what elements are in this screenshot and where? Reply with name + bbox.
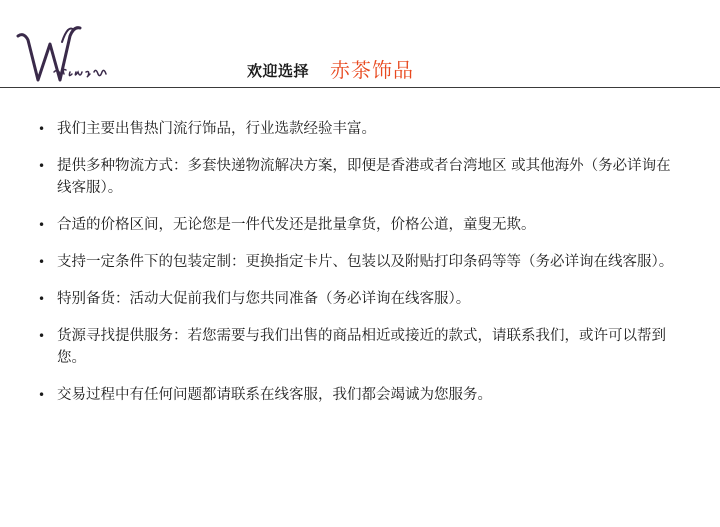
list-item-text: 交易过程中有任何问题都请联系在线客服，我们都会竭诚为您服务。 xyxy=(57,387,492,403)
list-item-text: 特别备货：活动大促前我们与您共同准备（务必详询在线客服）。 xyxy=(57,291,471,307)
list-item xyxy=(0,155,720,199)
welcome-label: 欢迎选择 xyxy=(247,62,310,80)
header-divider xyxy=(0,87,720,88)
header xyxy=(0,0,720,88)
welcome-logo-icon xyxy=(10,22,120,86)
list-item xyxy=(0,214,720,236)
list-item-text: 我们主要出售热门流行饰品，行业选款经验丰富。 xyxy=(57,121,376,137)
list-item xyxy=(0,251,720,273)
list-item-text: 合适的价格区间，无论您是一件代发还是批量拿货，价格公道，童叟无欺。 xyxy=(57,217,536,233)
list-item xyxy=(0,384,720,406)
bullet-icon: • xyxy=(38,255,46,269)
bullet-icon: • xyxy=(38,218,46,232)
list-item-text: 支持一定条件下的包装定制：更换指定卡片、包装以及附贴打印条码等等（务必详询在线客服）。 xyxy=(57,254,674,270)
list-item xyxy=(0,118,720,140)
list-item-text: 货源寻找提供服务：若您需要与我们出售的商品相近或接近的款式，请联系我们，或许可以帮到您。 xyxy=(57,328,666,366)
list-item xyxy=(0,288,720,310)
bullet-icon: • xyxy=(38,122,46,136)
brand-name: 赤茶饰品 xyxy=(330,58,414,82)
list-item xyxy=(0,325,720,369)
feature-list xyxy=(0,118,720,421)
list-item-text: 提供多种物流方式：多套快递物流解决方案，即便是香港或者台湾地区 或其他海外（务必详询在线客服）。 xyxy=(57,158,671,196)
bullet-icon: • xyxy=(38,292,46,306)
bullet-icon: • xyxy=(38,388,46,402)
bullet-icon: • xyxy=(38,329,46,343)
bullet-icon: • xyxy=(38,159,46,173)
